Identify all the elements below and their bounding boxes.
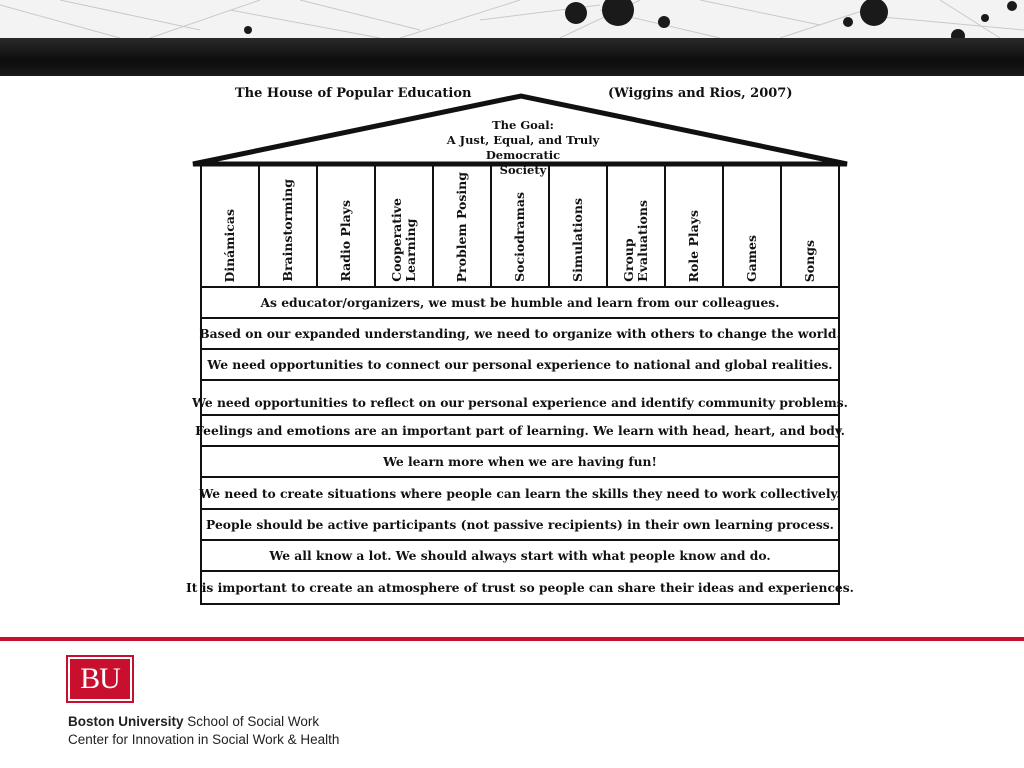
goal-text-line1: A Just, Equal, and Truly Democratic xyxy=(446,133,600,162)
principle-row: We need opportunities to connect our personal experience to national and global realities. xyxy=(202,350,838,381)
pillar xyxy=(492,166,550,286)
diagram-citation: (Wiggins and Rios, 2007) xyxy=(608,86,793,101)
pillar-label: Radio Plays xyxy=(338,200,353,282)
pillar-label: Sociodramas xyxy=(512,192,527,282)
school-name: School of Social Work xyxy=(187,714,320,729)
pillar-label: Games xyxy=(744,235,759,282)
pillar-label: Problem Posing xyxy=(454,171,469,282)
footer-divider xyxy=(0,637,1024,641)
foundation-principles xyxy=(186,286,854,605)
pillar-label: Songs xyxy=(802,239,817,282)
pillar xyxy=(550,166,608,286)
network-banner xyxy=(0,0,1024,38)
pillar xyxy=(376,166,434,286)
pillar-label: Role Plays xyxy=(686,209,701,282)
pillar xyxy=(434,166,492,286)
principle-row: We need to create situations where people can learn the skills they need to work collectively. xyxy=(202,478,838,509)
principle-row: We learn more when we are having fun! xyxy=(202,447,838,478)
principle-row: Based on our expanded understanding, we need to organize with others to change the world. xyxy=(202,319,838,350)
center-name: Center for Innovation in Social Work & Health xyxy=(68,732,340,747)
pillar xyxy=(202,166,260,286)
goal-text-line2: Society xyxy=(499,163,547,177)
footer-text xyxy=(68,713,339,749)
principle-row: We need opportunities to reflect on our personal experience and identify community problems. xyxy=(202,381,838,416)
university-name: Boston University xyxy=(68,714,184,729)
pillar xyxy=(608,166,666,286)
pillar xyxy=(318,166,376,286)
goal-heading: The Goal: xyxy=(492,118,554,132)
bu-logo-text: BU xyxy=(80,662,120,695)
pillar xyxy=(666,166,724,286)
bu-logo xyxy=(68,657,132,701)
pillar xyxy=(260,166,318,286)
network-graphic xyxy=(0,0,1024,38)
principle-row: People should be active participants (not passive recipients) in their own learning process. xyxy=(202,510,838,541)
footer-line1 xyxy=(68,713,339,731)
principle-row: It is important to create an atmosphere of trust so people can share their ideas and experiences. xyxy=(186,579,854,595)
pillars-row xyxy=(200,164,840,286)
pillar-label: Dinámicas xyxy=(222,208,237,282)
pillar-label: Group Evaluations xyxy=(621,200,650,282)
principle-row: We all know a lot. We should always start with what people know and do. xyxy=(202,541,838,572)
house-diagram xyxy=(153,76,874,637)
principle-row: Feelings and emotions are an important part of learning. We learn with head, heart, and body. xyxy=(202,416,838,447)
pillar-label: Simulations xyxy=(570,198,585,282)
pillar xyxy=(782,166,838,286)
pillar-label: Brainstorming xyxy=(280,179,295,282)
pillar xyxy=(724,166,782,286)
diagram-title: The House of Popular Education xyxy=(235,86,472,101)
principle-row: As educator/organizers, we must be humble and learn from our colleagues. xyxy=(202,288,838,319)
top-bar xyxy=(0,38,1024,76)
pillar-label: Cooperative Learning xyxy=(389,198,418,282)
